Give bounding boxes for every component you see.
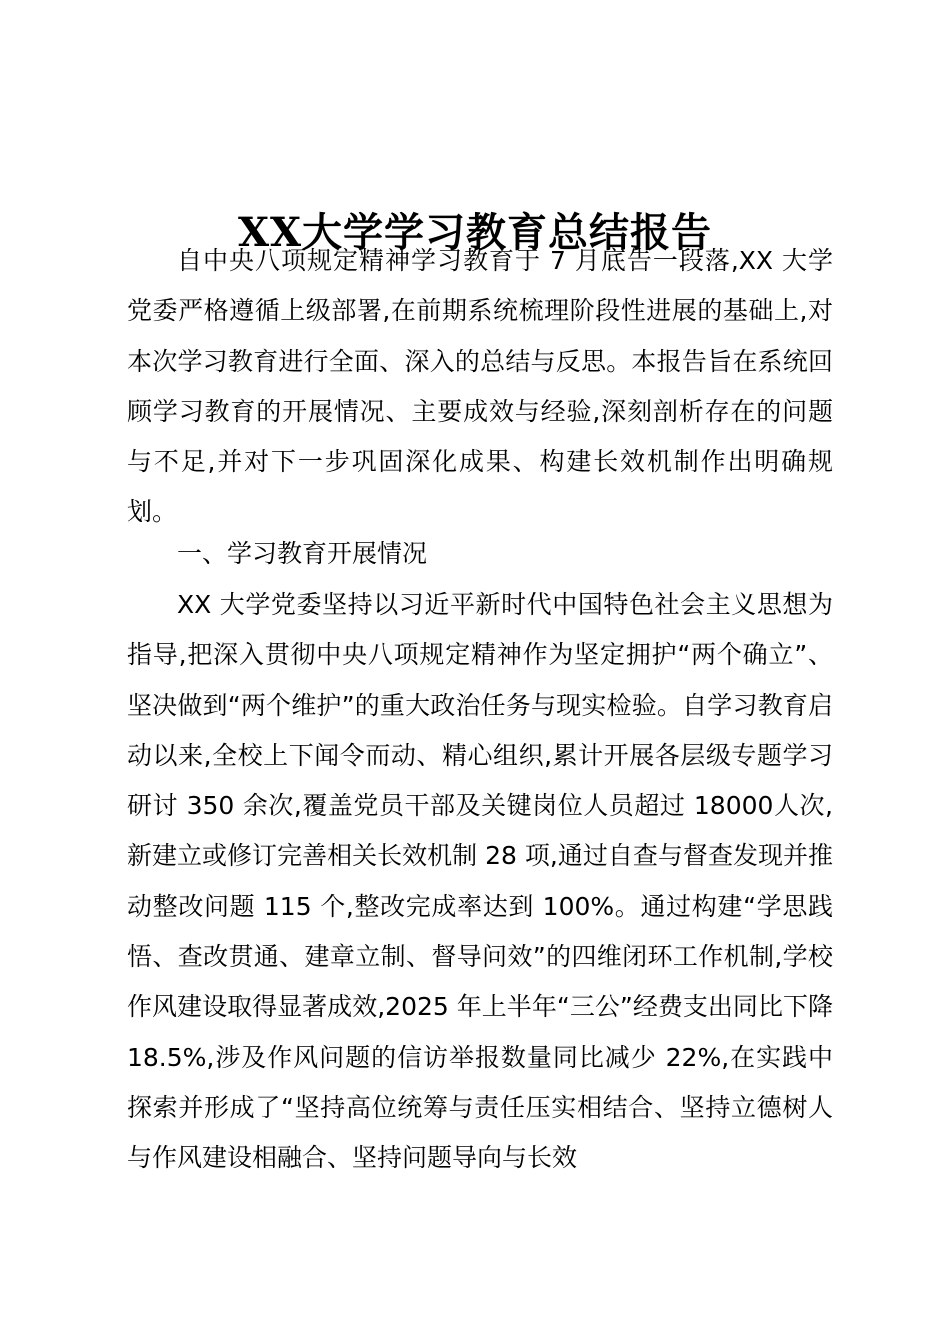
intro-paragraph: 自中央八项规定精神学习教育于 7 月底告一段落,XX 大学党委严格遵循上级部署,在前期系统梳理阶段性进展的基础上,对本次学习教育进行全面、深入的总结与反思。本报告旨在系统回顾学习教育的开展情况、主要成效与经验,深刻剖析存在的问题与不足,并对下一步巩固深化成果、构建长效机制作出明确规划。 bbox=[127, 246, 833, 527]
section-paragraph: XX 大学党委坚持以习近平新时代中国特色社会主义思想为指导,把深入贯彻中央八项规定精神作为坚定拥护“两个确立”、坚决做到“两个维护”的重大政治任务与现实检验。自学习教育启动以来,全校上下闻令而动、精心组织,累计开展各层级专题学习研讨 350 余次,覆盖党员干部及关键岗位人员超过 18000人次,新建立或修订完善相关长效机制 28 项,通过自查与督查发现并推动整改问题 115 个,整改完成率达到 100%。通过构建“学思践悟、查改贯通、建章立制、督导问效”的四维闭环工作机制,学校作风建设取得显著成效,2025 年上半年“三公”经费支出同比下降 18.5%,涉及作风问题的信访举报数量同比减少 22%,在实践中探索并形成了“坚持高位统筹与责任压实相结合、坚持立德树人与作风建设相融合、坚持问题导向与长效 bbox=[127, 590, 833, 1173]
section-heading: 一、学习教育开展情况 bbox=[177, 539, 428, 568]
document-title: XX大学学习教育总结报告 bbox=[237, 208, 713, 256]
